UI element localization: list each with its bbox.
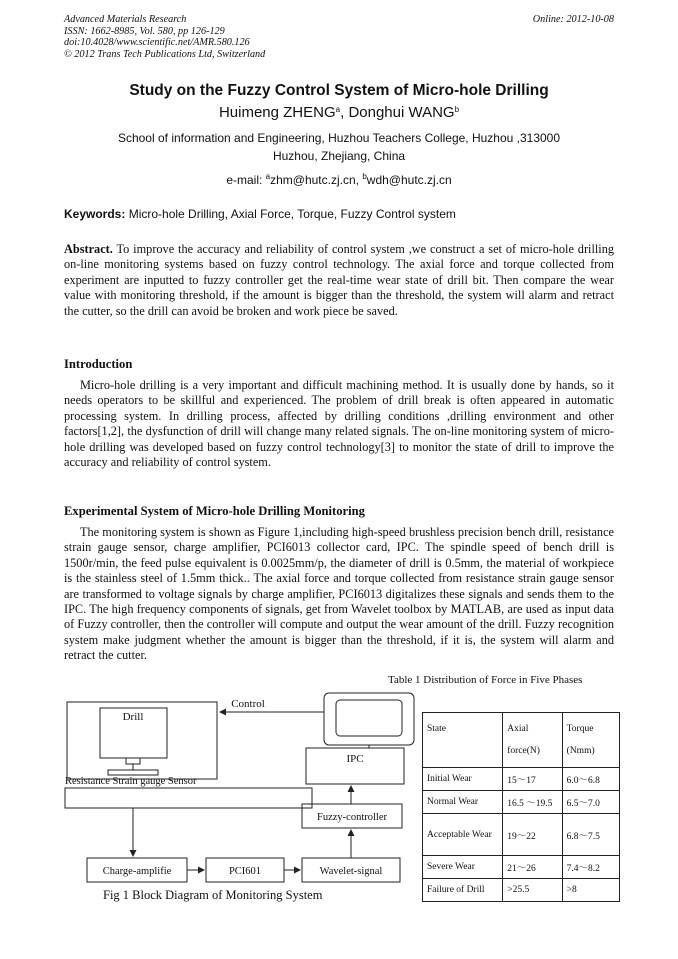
experimental-heading: Experimental System of Micro-hole Drilling Monitoring [64,504,365,518]
cell-state: Normal Wear [423,791,503,814]
abstract-label: Abstract. [64,242,113,256]
running-header [64,14,265,60]
author-1-sup: a [335,105,341,114]
sensor-label: Resistance Strain gauge Sensor [65,776,197,787]
pci-label: PCI601 [228,866,262,877]
cell-torque: >8 [562,879,619,902]
email-sup-a: a [265,172,271,181]
abstract-text: To improve the accuracy and reliability of control system ,we construct a set of micro-hole drilling on-line monitoring systems based on fuzzy control technology. The axial force and torque collected from experiment are inputted to fuzzy controller get the real-time wear state of drill bit. Then compare the wear value with monitoring threshold, if the amount is bigger than the threshold, the system will alarm and retract the cutter, so the drill can avoid be broken and work piece be saved. [64,242,614,318]
issn: ISSN: 1662-8985, Vol. 580, pp 126-129 [64,25,225,37]
cell-force: >25.5 [503,879,562,902]
paper-title: Study on the Fuzzy Control System of Micro-hole Drilling [129,82,549,99]
doi: doi:10.4028/www.scientific.net/AMR.580.126 [64,37,250,48]
table-row [423,879,620,902]
table-row [423,768,620,791]
drill-chuck [126,758,140,764]
email-b[interactable]: wdh@hutc.zj.cn [366,173,452,187]
control-label: Control [231,698,265,710]
introduction-paragraph: Micro-hole drilling is a very important and difficult machining method. It is usually done by hands, so it needs operators to be skillful and experienced. The problem of drill break is often appeared in automatic processing system. In drilling process, affected by drilling conditions ,drilling environment and other factors[1,2], the dysfunction of drill will change many related signals. The on-line monitoring system of micro-hole drilling was developed based on fuzzy control technology[3] to monitor the state of drill to improve the accuracy and reliability of control system. [64,378,614,470]
cell-torque: 6.0～6.8 [562,768,619,791]
fuzzy-label: Fuzzy-controller [317,812,387,823]
author-2-sup: b [454,105,460,114]
author-1: Huimeng ZHENG [218,104,336,121]
author-separator: , [340,104,349,121]
monitor-screen [336,700,402,736]
experimental-paragraph: The monitoring system is shown as Figure 1,including high-speed brushless precision bench drill, resistance strain gauge sensor, charge amplifier, PCI6013 collector card, IPC. The spindle speed of bench drill is 1500r/min, the feed pulse equivalent is 0.0025mm/p, the diameter of drill is 0.5mm, the material of workpiece is the stainless steel of 1.5mm thick.. The axial force and torque collected from resistance strain gauge sensor are transformed to voltage signals by charge amplifier, PCI6013 digitalizes these signals and sends them to the IPC. The high frequency components of signals, get from Wavelet toolbox by MATLAB, are used as input data of Fuzzy controller, then the controller will compute and output the wear amount of the drill. Fuzzy recognition system make judgment whether the amount is bigger than the threshold, if it is, the system will alarm and retract the cutter. [64,525,614,663]
keywords [64,207,456,221]
header-torque: Torque (Nmm) [562,713,619,768]
introduction-heading: Introduction [64,357,133,371]
force-table [422,712,620,902]
wavelet-label: Wavelet-signal [319,866,383,877]
header-axial-force: Axial force(N) [503,713,562,768]
figure-caption: Fig 1 Block Diagram of Monitoring System [103,888,323,902]
table-row [423,791,620,814]
cell-state: Acceptable Wear [423,814,503,856]
keywords-label: Keywords: [64,207,126,221]
cell-force: 21～26 [503,856,562,879]
journal-name: Advanced Materials Research [64,14,187,25]
online-date: Online: 2012-10-08 [532,14,614,25]
cell-state: Initial Wear [423,768,503,791]
cell-torque: 6.5～7.0 [562,791,619,814]
table-row [423,814,620,856]
drill-label: Drill [122,711,144,723]
author-2: Donghui WANG [348,104,455,121]
cell-state: Failure of Drill [423,879,503,902]
email-prefix: e-mail: [226,173,266,187]
copyright: © 2012 Trans Tech Publications Ltd, Switzerland [64,48,266,60]
authors [0,104,678,121]
cell-torque: 6.8～7.5 [562,814,619,856]
cell-torque: 7.4～8.2 [562,856,619,879]
sensor-plate [65,788,312,808]
workpiece [108,770,158,775]
header-state: State [423,713,503,768]
email-a[interactable]: zhm@hutc.zj.cn, [270,173,363,187]
cell-force: 19～22 [503,814,562,856]
cell-force: 15～17 [503,768,562,791]
block-diagram [60,690,420,912]
keywords-text: Micro-hole Drilling, Axial Force, Torque, Fuzzy Control system [125,207,456,221]
abstract [64,242,614,319]
email-sup-b: b [362,172,367,181]
cell-state: Severe Wear [423,856,503,879]
cell-force: 16.5 ～19.5 [503,791,562,814]
affiliation-line-2: Huzhou, Zhejiang, China [272,149,406,163]
email-line [0,173,678,187]
table-caption: Table 1 Distribution of Force in Five Phases [388,674,583,686]
ipc-label: IPC [346,753,364,765]
table-row [423,856,620,879]
table-header-row [423,713,620,768]
charge-label: Charge-amplifie [102,866,172,877]
affiliation-line-1: School of information and Engineering, Huzhou Teachers College, Huzhou ,313000 [117,131,561,145]
